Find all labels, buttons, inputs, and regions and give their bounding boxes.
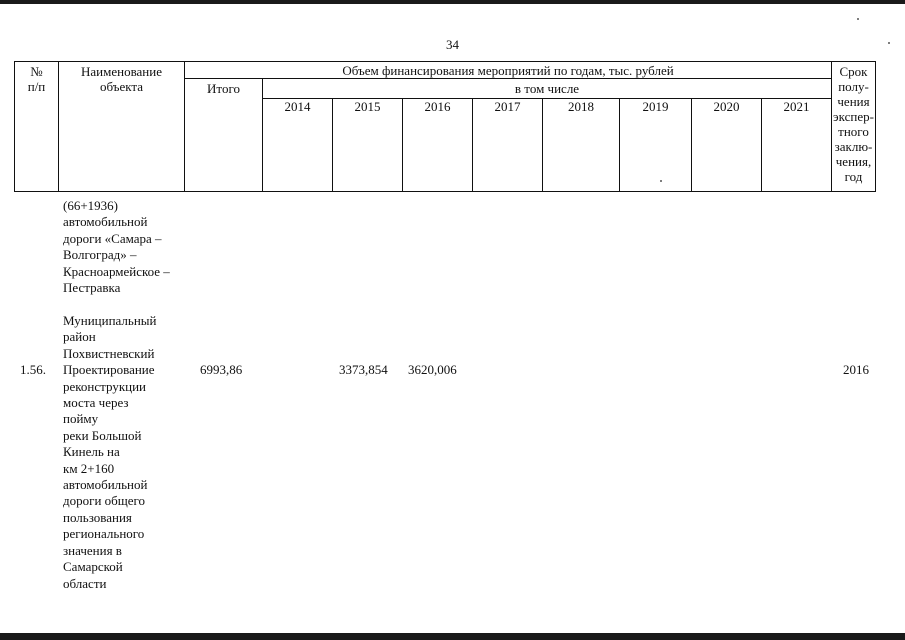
expert-term-value: 2016 <box>843 362 869 377</box>
continuation-object-name: (66+1936) автомобильной дороги «Самара – Волгоград» – Красноармейское – Пестравка <box>63 198 170 296</box>
scan-border-bottom <box>0 633 905 640</box>
header-year-2020: 2020 <box>692 99 762 192</box>
header-total: Итого <box>185 79 263 192</box>
header-year-2015: 2015 <box>333 99 403 192</box>
total-value: 6993,86 <box>200 362 243 377</box>
scan-border-top <box>0 0 905 4</box>
object-name: Муниципальный район Похвистневский Проектирование реконструкции моста через пойму реки Большой Кинель на км 2+160 автомобильной дороги общего пользования регионального значения в Самарской области <box>63 313 157 591</box>
header-term: Срок полу- чения экспер- тного заклю- чения, год <box>832 62 876 192</box>
scan-speck <box>857 18 859 20</box>
header-year-2014: 2014 <box>263 99 333 192</box>
value-2015: 3373,854 <box>339 362 388 377</box>
header-year-2021: 2021 <box>762 99 832 192</box>
header-num: № п/п <box>15 62 59 192</box>
header-including: в том числе <box>263 79 832 99</box>
header-financing: Объем финансирования мероприятий по годам, тыс. рублей <box>185 62 832 79</box>
header-year-2017: 2017 <box>473 99 543 192</box>
row-number: 1.56. <box>20 362 46 377</box>
header-name: Наименование объекта <box>59 62 185 192</box>
header-year-2018: 2018 <box>543 99 620 192</box>
header-year-2016: 2016 <box>403 99 473 192</box>
page-number: 34 <box>446 37 459 52</box>
header-year-2019: 2019 <box>620 99 692 192</box>
value-2016: 3620,006 <box>408 362 457 377</box>
table-header <box>14 61 876 192</box>
